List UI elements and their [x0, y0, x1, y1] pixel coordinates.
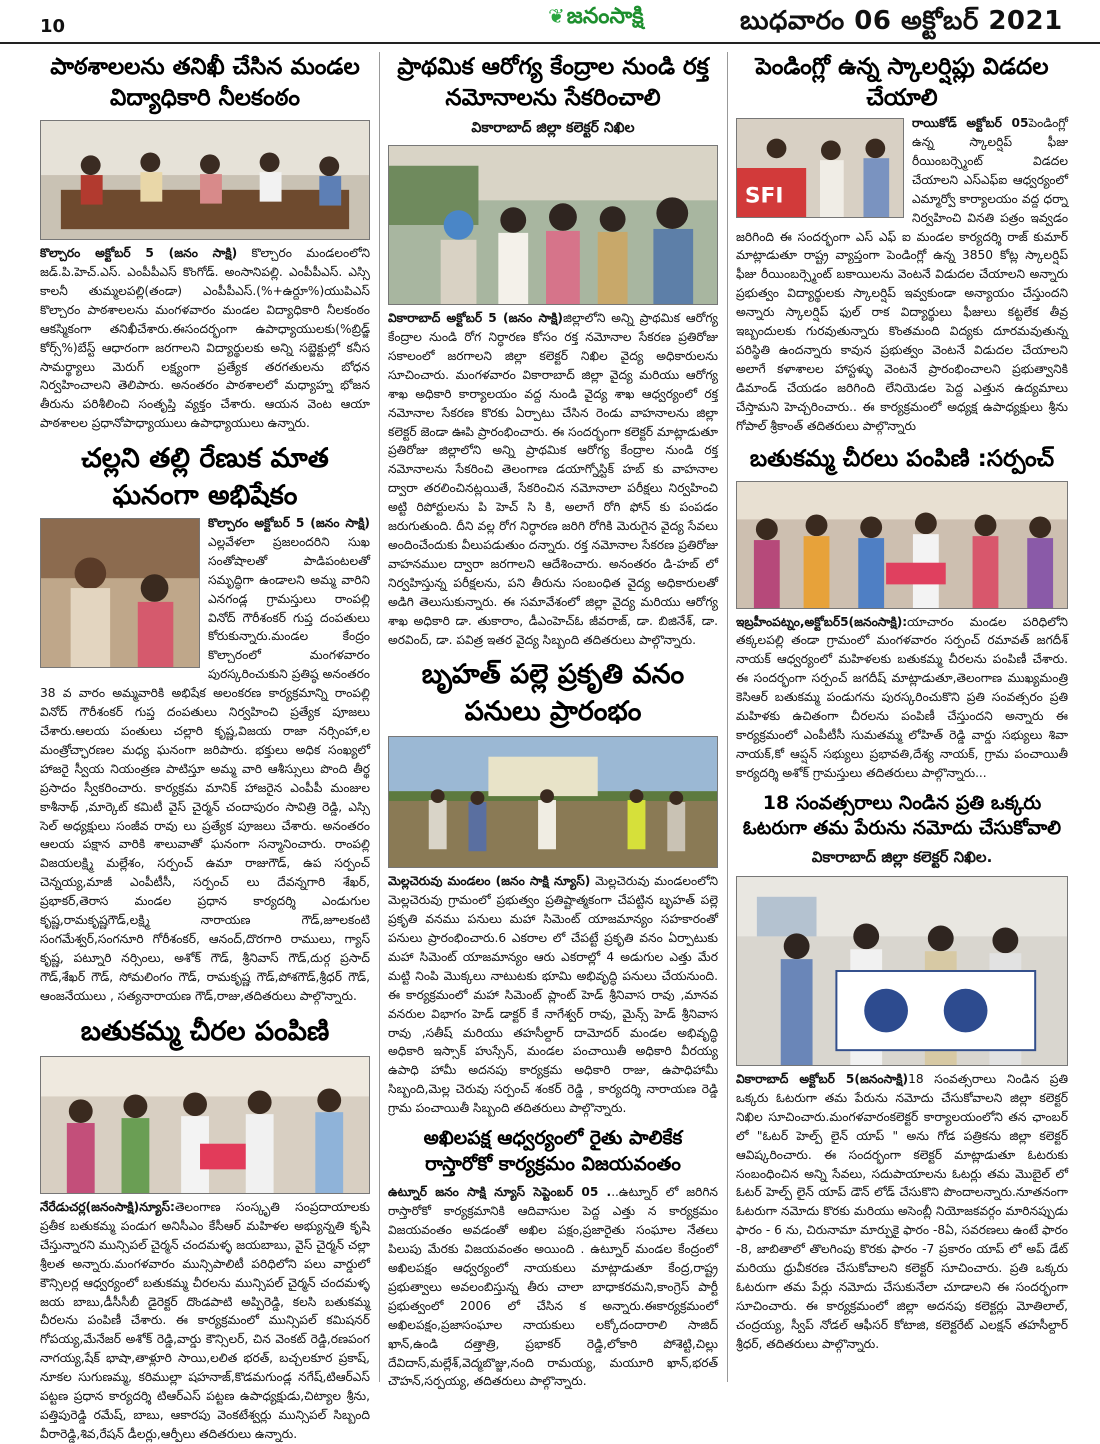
column-middle	[388, 52, 718, 1392]
article-dateline: మెల్లచెరువు మండలం (జనం సాక్షి న్యూస్)	[388, 874, 591, 889]
leaf-icon: ❦	[548, 4, 565, 28]
article-blood-samples	[388, 52, 718, 649]
logo-text: జనంసాక్షి	[566, 4, 644, 29]
article-headline: బృహత్ పల్లె ప్రకృతి వనం పనులు ప్రారంభం	[421, 659, 685, 727]
article-body-wrap	[736, 114, 1068, 435]
article-palle-prakruthi-vanam	[388, 657, 718, 1118]
article-photo	[736, 876, 1068, 1066]
article-headline: పెండింగ్లో ఉన్న స్కాలర్షిప్లు విడదల చేయాలి	[755, 54, 1049, 112]
newspaper-logo	[548, 4, 644, 34]
column-divider	[379, 52, 380, 1382]
article-dateline: వికారాబాద్ అక్టోబర్ 5 (జనం సాక్షి)	[388, 311, 563, 326]
article-photo	[40, 518, 200, 668]
article-photo	[736, 118, 904, 218]
column-divider	[727, 52, 728, 1382]
article-headline: 18 సంవత్సరాలు నిండిన ప్రతి ఒక్కరు ఓటరుగా తమ పేరును నమోదు చేసుకోవాలి	[742, 791, 1062, 840]
article-headline: బతుకమ్మ చీరల పంపిణి	[80, 1015, 330, 1047]
article-bathukamma-sarees	[40, 1014, 370, 1444]
column-left	[40, 52, 371, 1441]
article-headline: పాఠశాలలను తనిఖీ చేసిన మండల విద్యాధికారి నీలకంఠం	[50, 54, 360, 112]
article-headline: బతుకమ్మ చీరలు పంపిణి :సర్పంచ్	[749, 445, 1055, 472]
article-dateline: ఉట్నూర్ జనం సాక్షి న్యూస్ సెప్టెంబర్ 05 .	[388, 1185, 612, 1200]
article-renuka-abhishekam	[40, 441, 370, 1005]
page-number: 10	[40, 16, 66, 37]
article-body-wrap	[40, 514, 370, 1006]
article-dateline: రాయికోడ్ అక్టోబర్ 05	[912, 116, 1029, 131]
masthead	[0, 0, 1100, 44]
article-body: కొల్చారం అక్టోబర్ 5 (జనం సాక్షి) ఎల్లవేళలా ప్రజలందరిని సుఖ సంతోషాలతో పాడిపంటలతో సమృద్ధిగా ఉండాలని అమ్మ వారిని ఎనగండ్ల గ్రామస్తులు రాంపల్లి వినోద్ గౌరీశంకర్ గుప్త దంపతులు కోరుకున్నారు.మండల కేంద్రం కొల్చారంలో మంగళవారం పురస్కరించుకుని ప్రతిష్ఠ అనంతరం 38 వ వారం అమ్మవారికి అభిషేక అలంకరణ కార్యక్రమాన్ని రాంపల్లి వినోద్ గౌరీశంకర్ గుప్త దంపతులు నిర్వహించి ప్రత్యేక పూజలు చేశారు.ఆలయ పంతులు చల్లారి కృష్ణ,విజయ రాజా నర్సింహా,ల మంత్రోచ్ఛారణల మధ్య ఘనంగా జరిపారు. భక్తులు అధిక సంఖ్యలో హాజరై స్వీయ నియంత్రణ పాటిస్తూ అమ్మ వారి ఆశీస్సులు పొంది తీర్థ ప్రసాదం స్వీకరించారు. కార్యక్రమ మానిక్ హాజరైన ఎంపీపీ మంజుల కాశీనాథ్ ,మార్కెట్ కమిటీ వైస్ చైర్మన్ చందాపురం సావిత్రి రెడ్డి, ఎస్సి సెల్ అధ్యక్షులు సంజీవ రావు లు ప్రత్యేక పూజలు చేశారు. అనంతరం ఆలయ పక్షాన వారికి శాలువాతో ఘనంగా సన్మానించారు. రాంపల్లి విజయలక్ష్మి మల్లేశం, సర్పంచ్ ఉమా రాజుగౌడ్, ఉప సర్పంచ్ చెన్నయ్య,మాజీ ఎంపీటీసీ, సర్పంచ్ లు దేవన్నగారి శేఖర్, ప్రభాకర్,తెరాస మండల ప్రధాన కార్యదర్శి ఎండుగుల కృష్ణ,రామకృష్ణగౌడ్,లక్ష్మి నారాయణ గౌడ్,జూలకంటి సంగమేశ్వర్,సంగనూరి గోరీశంకర్, ఆనంద్,దొరగారి రాములు, గ్యాస్ కృష్ణ, పట్నూరి నర్సింలు, అశోక్ గౌడ్, శ్రీనివాస్ గౌడ్,దుర్గ ప్రసాద్ గౌడ్,శేఖర్ గౌడ్, సోమలింగం గౌడ్, రామకృష్ణ గౌడ్,పోశగౌడ్,శ్రీధర్ గౌడ్, ఆంజనేయులు , సత్యనారాయణ గౌడ్,రాజు,తదితరులు పాల్గొన్నారు.	[40, 516, 370, 1003]
article-photo	[40, 1056, 370, 1194]
article-body: నేరేడుచర్ల(జనంసాక్షి)న్యూస్:తెలంగాణ సంస్కృతి సంప్రదాయాలకు ప్రతీక బతుకమ్మ పండుగ అనిసీఎం కేసీఆర్ మహిళల అభ్యున్నతి కృషి చేస్తున్నారని మున్సిపల్ చైర్మన్ చందమళ్ళ జయబాబు, వైస్ చైర్మన్ చల్లా శ్రీలత అన్నారు.మంగళవారం మున్సిపాలిటీ పరిధిలోని పలు వార్డులో కౌన్సిలర్ల ఆధ్వర్యంలో బతుకమ్మ చీరలను మున్సిపల్ చైర్మన్ చందమళ్ళ జయ బాబు,డీసీసీబీ డైరెక్టర్ దొండపాటి అప్పిరెడ్డి, కలసి బతుకమ్మ చీరలను పంపిణీ చేశారు. ఈ కార్యక్రమంలో మున్సిపల్ కమిషనర్ గోపయ్య,మేనేజర్ అశోక్ రెడ్డి,వార్డు కౌన్సిలర్, చిన వెంకట్ రెడ్డి,రణపంగ నాగయ్య,షేక్ భాషా,తాళ్లూరి సాయి,లలిత భరత్, బచ్చలకూర ప్రకాష్, నూకల సుగుణమ్మ, కరిముల్లా షహనాజ్,కొడమగుండ్ల నగేష్,టిఆర్ఎస్ పట్టణ ప్రధాన కార్యదర్శి టిఆర్ఎస్ పట్టణ ఉపాధ్యక్షుడు,చిట్యాల శ్రీను, పత్తిపురెడ్డి రమేష్, బాబు, ఆకారపు వెంకటేశ్వర్లు మున్సిపల్ సిబ్బంది వీరారెడ్డి,శివ,రేషన్ డీలర్లు,ఆర్పీలు తదితరులు ఉన్నారు.	[40, 1200, 370, 1441]
column-right	[736, 52, 1068, 1392]
article-headline: అఖిలపక్ష ఆధ్వర్యంలో రైతు పాలికేక రాస్తారోకో కార్యక్రమం విజయవంతం	[423, 1127, 683, 1175]
article-body: వికారాబాద్ అక్టోబర్ 5 (జనం సాక్షి)జిల్లాలోని అన్ని ప్రాథమిక ఆరోగ్య కేంద్రాల నుండి రోగ నిర్ధారణ కోసం రక్త నమోనాల సేకరణ ప్రతిరోజు సకాలంలో జరగాలని జిల్లా కలెక్టర్ నిఖిల వైద్య అధికారులను సూచించారు. మంగళవారం వికారాబాద్ జిల్లా వైద్య మరియు ఆరోగ్య శాఖ అధికారి కార్యాలయం వద్ద నుండి వైద్య శాఖ ఆధ్వర్యంలో రక్త నమోనాల సేకరణ కొరకు ఏర్పాటు చేసిన రెండు వాహనాలను జిల్లా కలెక్టర్ జెండా ఊపి ప్రారంభించారు. ఈ సందర్భంగా కలెక్టర్ మాట్లాడుతూ ప్రతిరోజు జిల్లాలోని అన్ని ప్రాథమిక ఆరోగ్య కేంద్రాల నుండి రక్త నమోనాలను సేకరించి తెలంగాణ డయాగ్నోస్టిక్ హబ్ కు వాహనాల ద్వారా తరలించినట్లయితే, సేకరించిన నమోనాలా పరీక్షలు నిర్వహించి అట్టి రిపోర్టులను పి హెచ్ సి కి, అలాగే రోగి ఫోన్ కు పంపడం జరుగుతుంది. దీని వల్ల రోగ నిర్ధారణ జరిగి రోగికి మెరుగైన వైద్య సేవలు అందించేందుకు వీలుపడుతుం దన్నారు. రక్త నమోనాల సేకరణ ప్రతిరోజు వాహనముల ద్వారా జరగాలని ఆదేశించారు. అనంతరం డి-హబ్ లో నిర్వహిస్తున్న పరీక్షలను, పని తీరును సంబంధిత వైద్య అధికారులతో అడిగి తెలుసుకున్నారు. ఈ సమావేశంలో జిల్లా వైద్య మరియు ఆరోగ్య శాఖ అధికారి డా. తుకారాం, డీఎంహెచ్ఓ జీవరాజ్, డా. బిజినేశ్, డా. అరవింద్, డా. పవిత్ర ఇతర వైద్య సిబ్బంది తదితరులు పాల్గొన్నారు.	[388, 311, 719, 647]
article-body: మెల్లచెరువు మండలం (జనం సాక్షి న్యూస్) మెల్లచెరువు మండలంలోని మెల్లచెరువు గ్రామంలో ప్రభుత్వం ప్రతిష్టాత్మకంగా చేపట్టిన బృహత్ పల్లె ప్రకృతి వనము పనులు మహా సిమెంట్ యాజమాన్యం సహకారంతో పనులు ప్రారంభించారు.6 ఎకరాల లో చేపట్టే ప్రకృతి వనం ఏర్పాటుకు మహా సిమెంట్ యాజమాన్యం ఆరు ఎకరాల్లో 4 అడుగుల ఎత్తు మేర మట్టి నింపి మొక్కలు నాటుటకు భూమి అభివృద్ధి పనులు చేయనుంది. ఈ కార్యక్రమంలో మహా సిమెంట్ ప్లాంట్ హెడ్ శ్రీనివాస రావు ,మానవ వనరుల విభాగం హెడ్ డాక్టర్ కే నాగేశ్వర్ రావు, మైన్స్ హెడ్ శ్రీనివాస రావు ,సతీష్ మరియు తహసీల్దార్ దామోదర్ మండల అభివృద్ధి అధికారి ఇస్సాక్ హుస్సేన్, మండల పంచాయితీ అధికారి వీరయ్య ఉపాధి హామీ అదనపు కార్యక్రమ అధికారి రాజు, ఉపాధిహామీ సిబ్బంది,మెల్ల చెరువు సర్పంచ్ శంకర్ రెడ్డి , కార్యదర్శి నారాయణ రెడ్డి గ్రామ పంచాయితీ సిబ్బంది తదితరులు పాల్గొన్నారు.	[388, 874, 718, 1116]
article-photo	[736, 481, 1068, 609]
issue-date: బుధవారం 06 అక్టోబర్ 2021	[740, 6, 1063, 36]
article-dateline: కొల్చారం అక్టోబర్ 5 (జనం సాక్షి)	[40, 246, 238, 261]
article-body: ఉట్నూర్ జనం సాక్షి న్యూస్ సెప్టెంబర్ 05 ...ఉట్నూర్ లో జరిగిన రాస్తారోకో కార్యక్రమానికి ఆదివాసుల పెద్ద ఎత్తు న కార్యక్రమం విజయవంతం అవడంతో అఖిల పక్షం,ప్రజారైతు సంఘాల నేతలు పిలుపు మేరకు విజయవంతం అయింది . ఉట్నూర్ మండల కేంద్రంలో అఖిలపక్షం ఆధ్వర్యంలో నాయకులు మాట్లాడుతూ కేంద్ర,రాష్ట్ర ప్రభుత్వాలు అవలంబిస్తున్న తీరు చాలా బాధాకరమని,కాంగ్రెస్ పార్టీ ప్రభుత్వంలో 2006 లో చేసిన క అన్నారు.ఈకార్యక్రమంలో అఖిలపక్షం,ప్రజాసంఘాల నాయకులు లక్కోదందారాలి సాజిద్ ఖాన్,ఉండి దత్తాత్రి, ప్రభాకర్ రెడ్డి,లోకారి పోశెట్టి,చిల్లు దేవిదాస్,మల్లేశ్,వెద్మబొజ్జు,నంది రామయ్య, మయూరి ఖాన్,భరత్ చౌహన్,సర్పయ్య, తదితరులు పాల్గొన్నారు.	[388, 1185, 718, 1389]
article-rasta-roko	[388, 1126, 718, 1391]
article-photo	[388, 145, 718, 305]
article-headline: ప్రాథమిక ఆరోగ్య కేంద్రాల నుండి రక్త నమోనాలను సేకరించాలి	[397, 54, 709, 112]
article-dateline: కొల్చారం అక్టోబర్ 5 (జనం సాక్షి)	[208, 516, 370, 531]
article-school-inspection	[40, 52, 370, 433]
article-subhead: వికారాబాద్ జిల్లా కలెక్టర్ నిఖిల	[471, 120, 635, 137]
article-sarpanch-sarees	[736, 444, 1068, 783]
article-dateline: నేరేడుచర్ల(జనంసాక్షి)న్యూస్:	[40, 1200, 175, 1215]
article-body: కొల్చారం అక్టోబర్ 5 (జనం సాక్షి) కొల్చారం మండలంలోని జడ్.పి.హెచ్.ఎస్. ఎంపీపీఎస్ కొంగోడ్. అంసానిపల్లి. ఎంపీపీఎస్. ఎస్సి కాలనీ తుమ్మలపల్లి(తండా) ఎంపీపీఎస్.(%+ఉర్దూ%)యుపిఎస్ కొల్చారం పాఠశాలలను మంగళవారం మండల విద్యాధికారి నీలకంఠం ఆకస్మికంగా తనిఖీచేశారు.ఈసందర్భంగా ఉపాధ్యాయులకు(%బ్రిడ్జ్ కోర్స్%)బేస్ట్ ఆధారంగా జరగాలని విద్యార్థులకు అన్ని సబ్జెక్టుల్లో కనీస సామర్థ్యాలు మెరుగ్ లక్ష్యంగా ప్రత్యేక తరగతులను బోధన నిర్వహించాలని తెలిపారు. అనంతరం పాఠశాలలో మధ్యాహ్న భోజన తీరును పరిశీలించి సంతృప్తి వ్యక్తం చేశారు. ఆయన వెంట ఆయా పాఠశాలల ప్రధానోపాధ్యాయులు ఉపాధ్యాయులు ఉన్నారు.	[40, 246, 371, 431]
article-body: వికారాబాద్ అక్టోబర్ 5(జనంసాక్షి)18 సంవత్సరాలు నిండిన ప్రతి ఒక్కరు ఓటరుగా తమ పేరును నమోదు చేసుకోవాలని జిల్లా కలెక్టర్ నిఖిల సూచించారు.మంగళవారంకలెక్టర్ కార్యాలయంలోని తన ఛాంబర్ లో "ఓటర్ హెల్ప్ లైన్ యాప్ " అను గోడ పత్రికను జిల్లా కలెక్టర్ ఆవిష్కరించారు. ఈ సందర్భంగా కలెక్టర్ మాట్లాడుతూ ఓటరుకు సంబంధించిన అన్ని సేవలు, సదుపాయాలను ఓటర్లు తమ మొబైల్ లో ఓటర్ హెల్ప్ లైన్ యాప్ డౌన్ లోడ్ చేసుకొని పొందాలన్నారు.నూతనంగా ఓటరుగా నమోదు కొరకు మరియు అసెంబ్లీ నియోజకవర్గం మారినప్పుడు ఫారం - 6 ను, చిరునామా మార్పుకై ఫారం -8ఏ, సవరణలు ఉంటే ఫారం -8, జాబితాలో తొలగింపు కొరకు ఫారం -7 ప్రకారం యాప్ లో అప్ డేట్ మరియు ధ్రువీకరణ చేసుకోవాలని కలెక్టర్ సూచించారు. ప్రతి ఒక్కరు ఓటరుగా తమ పేర్లు నమోదు చేసుకునేలా చూడాలని ఈ సందర్భంగా సూచించారు. ఈ కార్యక్రమంలో జిల్లా అదనపు కలెక్టర్లు మోతిలాల్, చంద్రయ్య, స్వీప్ నోడల్ ఆఫీసర్ కోటాజి, కలెక్టరేట్ ఎలక్షన్ తహసీల్దార్ శ్రీధర్, తదితరులు పాల్గొన్నారు.	[736, 1071, 1068, 1351]
article-scholarships	[736, 52, 1068, 436]
article-dateline: ఇబ్రహీంపట్నం,అక్టోబర్5(జనంసాక్షి):	[736, 614, 908, 629]
article-dateline: వికారాబాద్ అక్టోబర్ 5(జనంసాక్షి)	[736, 1071, 909, 1086]
article-voter-registration	[736, 791, 1068, 1354]
article-body: ఇబ్రహీంపట్నం,అక్టోబర్5(జనంసాక్షి):యాచారం మండల పరిధిలోని తక్కలపల్లి తండా గ్రామంలో మంగళవారం సర్పంచ్ రమావత్ జగదీశ్ నాయక్ ఆధ్వర్యంలో మహిళలకు బతుకమ్మ చీరలను పంపిణీ చేశారు. ఈ సందర్భంగా సర్పంచ్ జగదీష్ మాట్లాడుతూ,తెలంగాణ ముఖ్యమంత్రి కెసిఆర్ బతుకమ్మ పండుగను పురస్కరించుకొని ప్రతి సంవత్సరం ప్రతి మహిళకు ఉచితంగా చీరలను పంపిణీ చేస్తుందని అన్నారు ఈ కార్యక్రమంలో ఎంపీటీసీ సుమతమ్మ లోహిత్ రెడ్డి వార్డు సభ్యులు శివా నాయక్,కో ఆప్షన్ సభ్యులు ప్రభావతి,దేశ్య నాయక్, గ్రామ పంచాయితీ కార్యదర్శి అశోక్ గ్రామస్తులు తదితరులు పాల్గొన్నారు...	[736, 614, 1068, 780]
article-photo	[40, 120, 370, 240]
banner-text: SFI	[744, 183, 784, 209]
article-body: రాయికోడ్ అక్టోబర్ 05పెండింగ్లో ఉన్న స్కాలర్షిప్ ఫీజు రీయింబర్స్మెంట్ విడదల చేయాలని ఎస్ఎఫ్ఐ ఆధ్వర్యంలో ఎమ్మార్వో కార్యాలయం వద్ద ధర్నా నిర్వహించి వినతి పత్రం ఇవ్వడం జరిగింది ఈ సందర్భంగా ఎస్ ఎఫ్ ఐ మండల కార్యదర్శి రాజ్ కుమార్ మాట్లాడుతూ రాష్ట్ర వ్యాప్తంగా పెండింగ్లో ఉన్న 3850 కోట్ల స్కాలర్షిప్ ఫీజు రీయింబర్స్మెంట్ బకాయిలను వెంటనే విడుదల చేయాలని అన్నారు ప్రభుత్వం విద్యార్థులకు స్కాలర్షిప్ ఇవ్వకుండా అన్యాయం చేస్తుందని అన్నారు స్కాలర్షిప్ ఫుల్ రాక విద్యార్థులు ఫీజులు కట్టలేక తీవ్ర ఇబ్బందులకు గురవుతున్నారు కొంతమంది విద్యకు దూరమవుతున్న పరిస్థితి ఉందన్నారు కావున ప్రభుత్వం వెంటనే విడుదల చేయాలని అలాగే కళాశాలల హాస్టళ్ళు వెంటనే ప్రారంభించాలని ప్రభుత్వానికి డిమాండ్ చేయడం జరిగింది లేనియెడల పెద్ద ఎత్తున ఉద్యమాలు చేస్తామని హెచ్చరించారు.. ఈ కార్యక్రమంలో అధ్యక్ష ఉపాధ్యక్షులు శ్రీను గోపాల్ శ్రీకాంత్ తదితరులు పాల్గొన్నారు	[736, 116, 1068, 433]
article-subhead: వికారాబాద్ జిల్లా కలెక్టర్ నిఖిల.	[811, 847, 993, 866]
article-headline: చల్లని తల్లి రేణుక మాత ఘనంగా అభిషేకం	[81, 443, 329, 511]
article-photo	[388, 736, 718, 868]
